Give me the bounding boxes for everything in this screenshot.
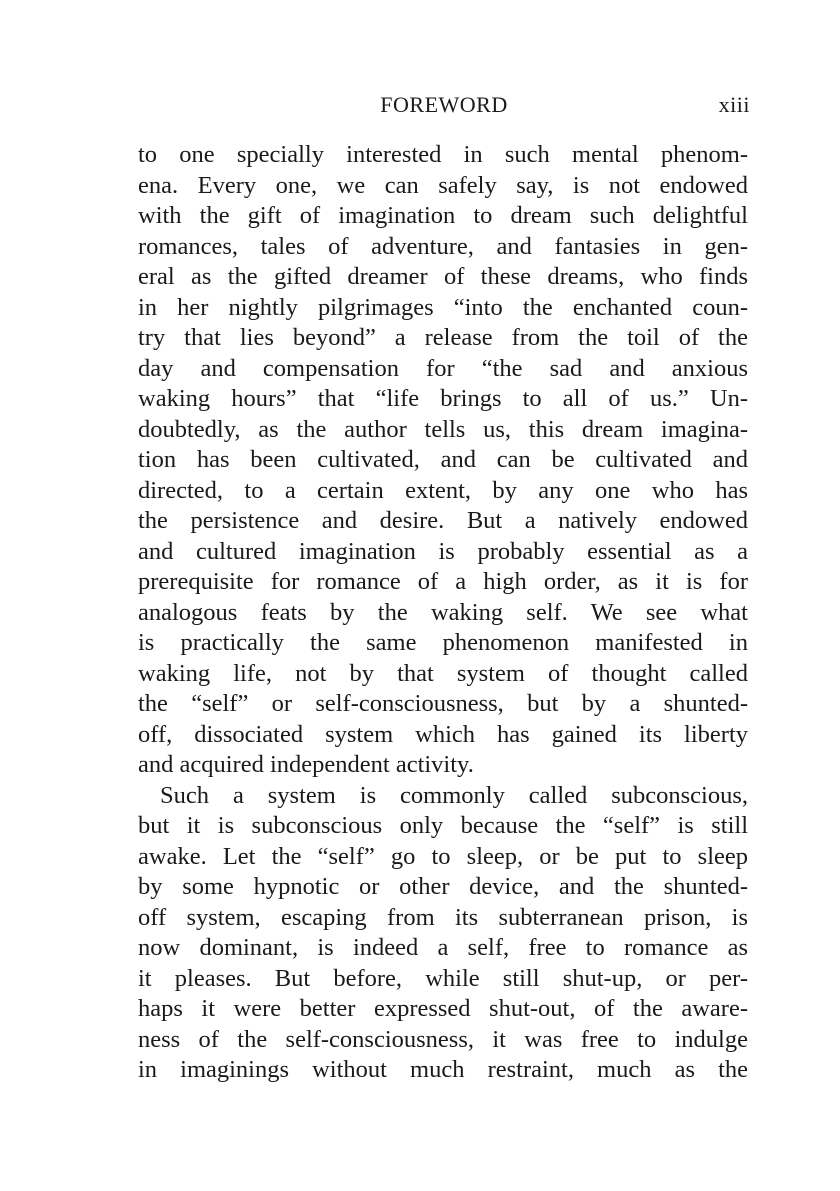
text-line: waking life, not by that system of thought called <box>138 659 748 687</box>
text-line: to one specially interested in such mental phenom- <box>138 141 748 168</box>
text-line: waking hours” that “life brings to all of us.” Un- <box>138 385 748 412</box>
paragraph-end-line: and acquired independent activity. <box>138 751 474 778</box>
text-line: now dominant, is indeed a self, free to romance as <box>138 934 748 961</box>
text-line: tion has been cultivated, and can be cultivated and <box>138 446 748 473</box>
text-line: haps it were better expressed shut-out, of the aware- <box>138 995 748 1022</box>
text-line: analogous feats by the waking self. We see what <box>138 598 748 626</box>
text-line: directed, to a certain extent, by any one who has <box>138 476 748 504</box>
text-line: prerequisite for romance of a high order, as it is for <box>138 568 748 595</box>
text-line: ena. Every one, we can safely say, is not endowed <box>138 171 748 199</box>
text-line: with the gift of imagination to dream such delightful <box>138 202 748 229</box>
text-line: doubtedly, as the author tells us, this dream imagina- <box>138 415 748 443</box>
text-line: it pleases. But before, while still shut-up, or per- <box>138 964 748 992</box>
text-line: romances, tales of adventure, and fantasies in gen- <box>138 232 748 260</box>
text-line: ness of the self-consciousness, it was free to indulge <box>138 1025 748 1053</box>
page-number: xiii <box>718 92 750 117</box>
text-line: in imaginings without much restraint, much as the <box>138 1056 748 1083</box>
text-line: off system, escaping from its subterranean prison, is <box>138 903 748 931</box>
text-line: try that lies beyond” a release from the toil of the <box>138 324 748 351</box>
text-line: day and compensation for “the sad and anxious <box>138 354 748 382</box>
text-line: eral as the gifted dreamer of these dreams, who finds <box>138 263 748 290</box>
text-line: in her nightly pilgrimages “into the enchanted coun- <box>138 293 748 321</box>
text-line: is practically the same phenomenon manifested in <box>138 629 748 656</box>
text-line: off, dissociated system which has gained its liberty <box>138 720 748 748</box>
paragraph-start-line: Such a system is commonly called subconscious, <box>160 781 748 809</box>
text-line: awake. Let the “self” go to sleep, or be put to sleep <box>138 842 748 870</box>
text-line: and cultured imagination is probably essential as a <box>138 537 748 565</box>
text-line: by some hypnotic or other device, and the shunted- <box>138 873 748 900</box>
chapter-title: FOREWORD <box>380 92 508 117</box>
text-line: the “self” or self-consciousness, but by a shunted- <box>138 690 748 717</box>
text-line: the persistence and desire. But a natively endowed <box>138 507 748 534</box>
body-text <box>138 140 748 1086</box>
text-line: but it is subconscious only because the “self” is still <box>138 812 748 839</box>
running-head <box>138 92 750 122</box>
